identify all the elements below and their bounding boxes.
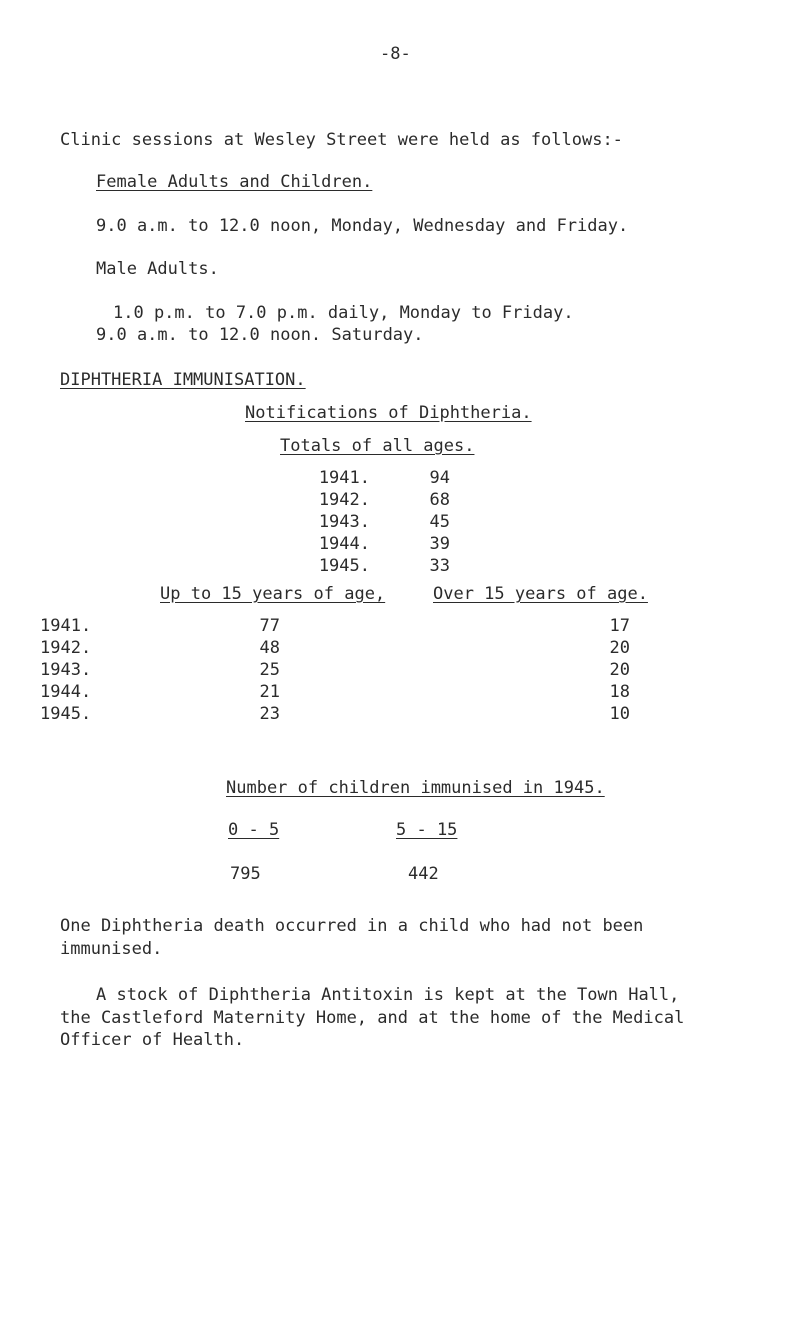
over-cell: 10: [609, 704, 630, 724]
year-cell: 1942.: [40, 638, 92, 658]
notifications-table: [250, 468, 450, 578]
col-under-15: Up to 15 years of age,: [160, 584, 386, 604]
stock-note-line-2: the Castleford Maternity Home, and at the home of the Medical: [60, 1008, 685, 1028]
immunised-col-0-5: 0 - 5: [228, 820, 280, 840]
immunised-value-0-5: 795: [230, 864, 261, 884]
year-cell: 1944.: [318, 534, 370, 554]
female-heading: Female Adults and Children.: [96, 172, 373, 192]
clinic-intro: Clinic sessions at Wesley Street were held as follows:-: [60, 130, 623, 150]
under-cell: 25: [259, 660, 280, 680]
section-title: DIPHTHERIA IMMUNISATION.: [60, 370, 306, 390]
under-cell: 23: [259, 704, 280, 724]
over-cell: 20: [609, 660, 630, 680]
year-cell: 1945.: [40, 704, 92, 724]
notifications-title: Notifications of Diphtheria.: [245, 403, 532, 423]
male-hours-weekday: 1.0 p.m. to 7.0 p.m. daily, Monday to Friday.: [113, 303, 574, 323]
table-row: [40, 682, 720, 704]
under-cell: 48: [259, 638, 280, 658]
value-cell: 33: [429, 556, 450, 576]
immunised-col-5-15: 5 - 15: [396, 820, 458, 840]
year-cell: 1942.: [318, 490, 370, 510]
notifications-subtitle: Totals of all ages.: [280, 436, 475, 456]
value-cell: 45: [429, 512, 450, 532]
year-cell: 1944.: [40, 682, 92, 702]
under-cell: 77: [259, 616, 280, 636]
age-table: [40, 616, 720, 726]
over-cell: 18: [609, 682, 630, 702]
stock-note-line-3: Officer of Health.: [60, 1030, 245, 1050]
table-row: [250, 490, 450, 512]
female-hours: 9.0 a.m. to 12.0 noon, Monday, Wednesday and Friday.: [96, 216, 629, 236]
value-cell: 94: [429, 468, 450, 488]
table-row: [40, 704, 720, 726]
table-row: [40, 638, 720, 660]
male-hours-saturday: 9.0 a.m. to 12.0 noon. Saturday.: [96, 325, 424, 345]
page-number: -8-: [380, 44, 411, 64]
year-cell: 1943.: [318, 512, 370, 532]
over-cell: 20: [609, 638, 630, 658]
table-row: [40, 660, 720, 682]
under-cell: 21: [259, 682, 280, 702]
col-over-15: Over 15 years of age.: [433, 584, 648, 604]
table-row: [250, 534, 450, 556]
death-note-line-2: immunised.: [60, 939, 163, 959]
year-cell: 1941.: [318, 468, 370, 488]
table-row: [250, 512, 450, 534]
over-cell: 17: [609, 616, 630, 636]
table-row: [250, 556, 450, 578]
stock-note-line-1: A stock of Diphtheria Antitoxin is kept at the Town Hall,: [96, 985, 680, 1005]
value-cell: 68: [429, 490, 450, 510]
year-cell: 1945.: [318, 556, 370, 576]
immunised-title: Number of children immunised in 1945.: [226, 778, 605, 798]
death-note-line-1: One Diphtheria death occurred in a child who had not been: [60, 916, 644, 936]
male-heading: Male Adults.: [96, 259, 219, 279]
table-row: [40, 616, 720, 638]
value-cell: 39: [429, 534, 450, 554]
immunised-value-5-15: 442: [408, 864, 439, 884]
year-cell: 1943.: [40, 660, 92, 680]
table-row: [250, 468, 450, 490]
year-cell: 1941.: [40, 616, 92, 636]
